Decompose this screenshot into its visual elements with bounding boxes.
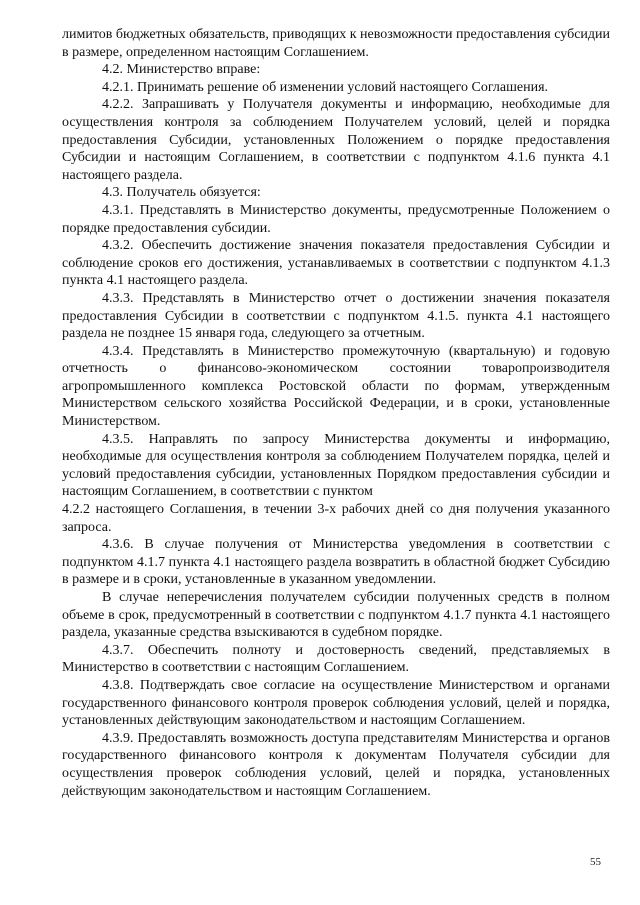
paragraph-continuation: лимитов бюджетных обязательств, приводящих к невозможности предоставления субсидии в размере, определенном настоящим Соглашением. bbox=[62, 27, 611, 60]
paragraph-4-2-1: 4.2.1. Принимать решение об изменении условий настоящего Соглашения. bbox=[102, 79, 549, 95]
paragraph-4-2: 4.2. Министерство вправе: bbox=[102, 62, 261, 78]
paragraph-4-3-3: 4.3.3. Представлять в Министерство отчет о достижении значения показателя предоставления Субсидии в соответствии с подпунктом 4.1.5. пункта 4.1 настоящего раздела не позднее 15 января года, следующего за отчетным. bbox=[62, 290, 610, 342]
paragraph-4-3: 4.3. Получатель обязуется: bbox=[102, 185, 261, 201]
page-number: 55 bbox=[590, 856, 601, 868]
paragraph-4-3-7: 4.3.7. Обеспечить полноту и достоверность сведений, представляемых в Министерство в соответствии с настоящим Соглашением. bbox=[62, 642, 610, 676]
paragraph-4-3-8: 4.3.8. Подтверждать свое согласие на осуществление Министерством и органами государственного финансового контроля проверок соблюдения условий, целей и порядка, установленных действующим законодательством и настоящим Соглашением. bbox=[62, 677, 610, 729]
paragraph-4-3-1: 4.3.1. Представлять в Министерство документы, предусмотренные Положением о порядке предоставления субсидии. bbox=[62, 202, 610, 236]
paragraph-4-3-6: 4.3.6. В случае получения от Министерства уведомления в соответствии с подпунктом 4.1.7 пункта 4.1 настоящего раздела возвратить в областной бюджет Субсидию в размере и в сроки, установленные в указанном уведомлении. bbox=[62, 537, 610, 588]
paragraph-4-3-6-note: В случае неперечисления получателем субсидии полученных средств в полном объеме в срок, предусмотренный в соответствии с подпунктом 4.1.7 пункта 4.1 настоящего раздела, указанные средства взыскиваются в судебном порядке. bbox=[62, 590, 610, 641]
paragraph-4-3-2: 4.3.2. Обеспечить достижение значения показателя предоставления Субсидии и соблюдение сроков его достижения, устанавливаемых в соответствии с подпунктом 4.1.3 пункта 4.1 настоящего раздела. bbox=[62, 238, 610, 289]
paragraph-4-3-4: 4.3.4. Представлять в Министерство промежуточную (квартальную) и годовую отчетность о финансово-экономическом состоянии товаропроизводителя агропромышленного комплекса Ростовской области по формам, утвержденным Министерством сельского хозяйства Российской Федерации, и в сроки, установленные Министерством. bbox=[62, 343, 610, 430]
document-body bbox=[62, 26, 610, 800]
paragraph-4-3-9: 4.3.9. Предоставлять возможность доступа представителям Министерства и органов государственного финансового контроля к документам Получателя субсидии для осуществления проверок соблюдения условий, целей и порядка, установленных действующим законодательством и настоящим Соглашением. bbox=[62, 730, 610, 799]
paragraph-4-3-5-continuation: 4.2.2 настоящего Соглашения, в течении 3-х рабочих дней со дня получения указанного запроса. bbox=[62, 502, 610, 535]
paragraph-4-2-2: 4.2.2. Запрашивать у Получателя документы и информацию, необходимые для осуществления контроля за соблюдением Получателем условий, целей и порядка предоставления Субсидии, установленных Положением о порядке предоставления Субсидии и настоящим Соглашением, в соответствии с подпунктом 4.1.6 пункта 4.1 настоящего раздела. bbox=[62, 97, 610, 183]
paragraph-4-3-5: 4.3.5. Направлять по запросу Министерства документы и информацию, необходимые для осуществления контроля за соблюдением Получателем порядка, целей и условий предоставления субсидии, установленных Порядком предоставления субсидии и настоящим Соглашением, в соответствии с пунктом bbox=[62, 431, 610, 500]
